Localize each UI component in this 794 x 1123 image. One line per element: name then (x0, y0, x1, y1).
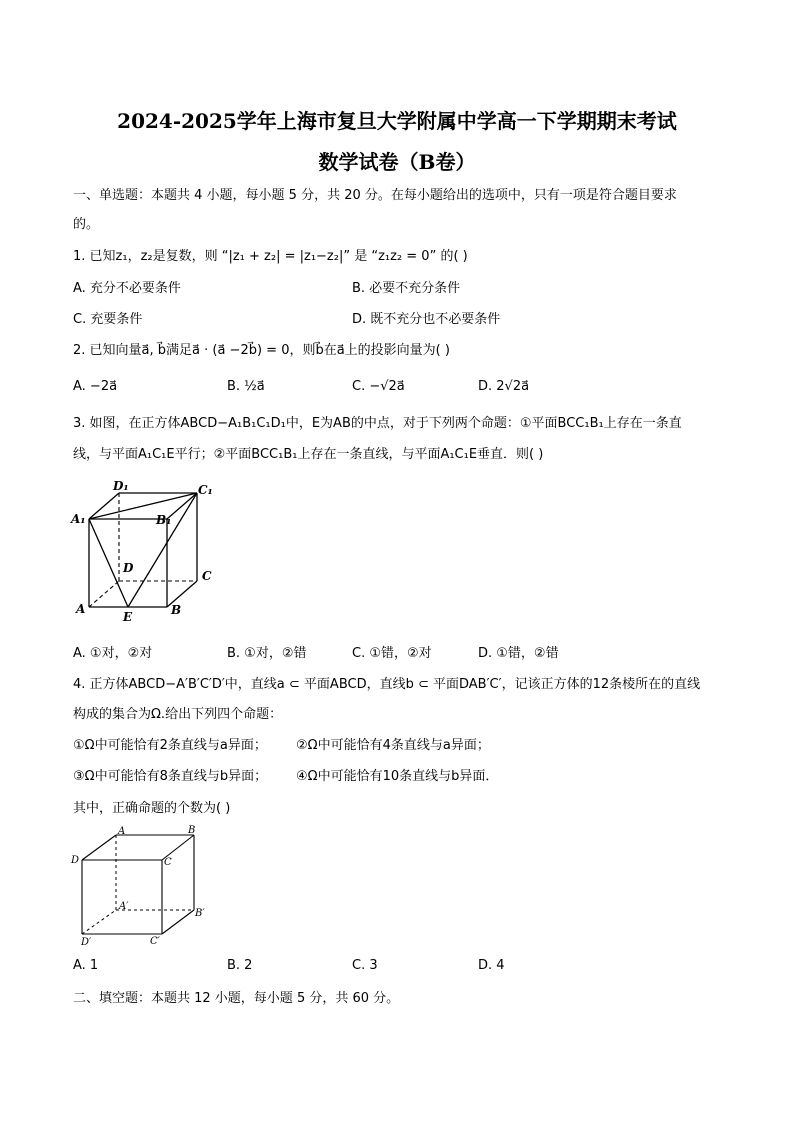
q4-label-d: D (71, 855, 80, 866)
section2-instructions: 二、填空题：本题共 12 小题，每小题 5 分，共 60 分。 (73, 991, 400, 1006)
q3-stem-line1: 3. 如图，在正方体ABCD−A₁B₁C₁D₁中，E为AB的中点，对于下列两个命题：①平面BCC₁B₁上存在一条直 (73, 416, 682, 431)
q4-proposition-4: ④Ω中可能恰有10条直线与b异面． (296, 769, 499, 784)
q4-proposition-1: ①Ω中可能恰有2条直线与a异面； (73, 738, 267, 753)
q3-label-b1: B₁ (156, 513, 172, 527)
q3-label-c1: C₁ (198, 483, 213, 497)
q4-option-a: A. 1 (73, 958, 99, 973)
q3-stem-line2: 线，与平面A₁C₁E平行；②平面BCC₁B₁上存在一条直线，与平面A₁C₁E垂直．则( ) (73, 447, 544, 462)
q3-label-c: C (202, 569, 212, 583)
q1-option-b: B. 必要不充分条件 (352, 281, 461, 296)
section1-instructions-line1: 一、单选题：本题共 4 小题，每小题 5 分，共 20 分。在每小题给出的选项中，只有一项是符合题目要求 (73, 188, 677, 203)
q2-option-b: B. ½a⃗ (227, 379, 265, 394)
q3-label-b: B (171, 603, 182, 617)
q2-option-a: A. −2a⃗ (73, 379, 118, 394)
q4-option-d: D. 4 (478, 958, 505, 973)
section1-instructions-line2: 的。 (73, 217, 100, 232)
q3-option-c: C. ①错，②对 (352, 646, 432, 661)
q4-label-a-prime: A′ (119, 901, 129, 912)
q3-label-d1: D₁ (113, 479, 129, 493)
q4-option-b: B. 2 (227, 958, 253, 973)
q4-label-c: C (164, 857, 172, 868)
q3-label-d: D (123, 561, 134, 575)
q3-option-a: A. ①对，②对 (73, 646, 153, 661)
q4-proposition-3: ③Ω中可能恰有8条直线与b异面； (73, 769, 268, 784)
q3-label-a: A (76, 602, 86, 616)
q4-label-d-prime: D′ (81, 937, 92, 948)
q3-label-a1: A₁ (71, 512, 86, 526)
page-title-line1: 2024-2025学年上海市复旦大学附属中学高一下学期期末考试 (117, 109, 677, 133)
q3-option-d: D. ①错，②错 (478, 646, 559, 661)
q4-stem-line1: 4. 正方体ABCD−A′B′C′D′中，直线a ⊂ 平面ABCD，直线b ⊂ 平面DAB′C′，记该正方体的12条棱所在的直线 (73, 677, 701, 692)
q4-label-a: A (118, 826, 126, 837)
q4-proposition-2: ②Ω中可能恰有4条直线与a异面； (296, 738, 490, 753)
q4-label-b: B (188, 825, 196, 836)
q4-label-b-prime: B′ (195, 908, 205, 919)
q2-option-c: C. −√2a⃗ (352, 379, 405, 394)
q1-option-c: C. 充要条件 (73, 312, 143, 327)
q4-label-c-prime: C′ (150, 936, 160, 947)
q3-label-e: E (123, 610, 133, 624)
q4-stem-line2: 构成的集合为Ω.给出下列四个命题： (73, 707, 283, 722)
q1-option-d: D. 既不充分也不必要条件 (352, 312, 501, 327)
q4-cube-figure (66, 824, 216, 950)
q2-stem: 2. 已知向量a⃗, b⃗满足a⃗ · (a⃗ −2b⃗) = 0，则b⃗在a⃗上的投影向量为( ) (73, 343, 450, 358)
q1-stem: 1. 已知z₁，z₂是复数，则 “|z₁ + z₂| = |z₁−z₂|” 是 “z₁z₂ = 0” 的( ) (73, 249, 468, 264)
page-title-line2: 数学试卷（B卷） (318, 150, 476, 174)
q3-cube-figure (70, 478, 220, 628)
q4-question: 其中，正确命题的个数为( ) (73, 801, 231, 816)
q3-option-b: B. ①对，②错 (227, 646, 307, 661)
q4-option-c: C. 3 (352, 958, 378, 973)
q2-option-d: D. 2√2a⃗ (478, 379, 530, 394)
q1-option-a: A. 充分不必要条件 (73, 281, 181, 296)
